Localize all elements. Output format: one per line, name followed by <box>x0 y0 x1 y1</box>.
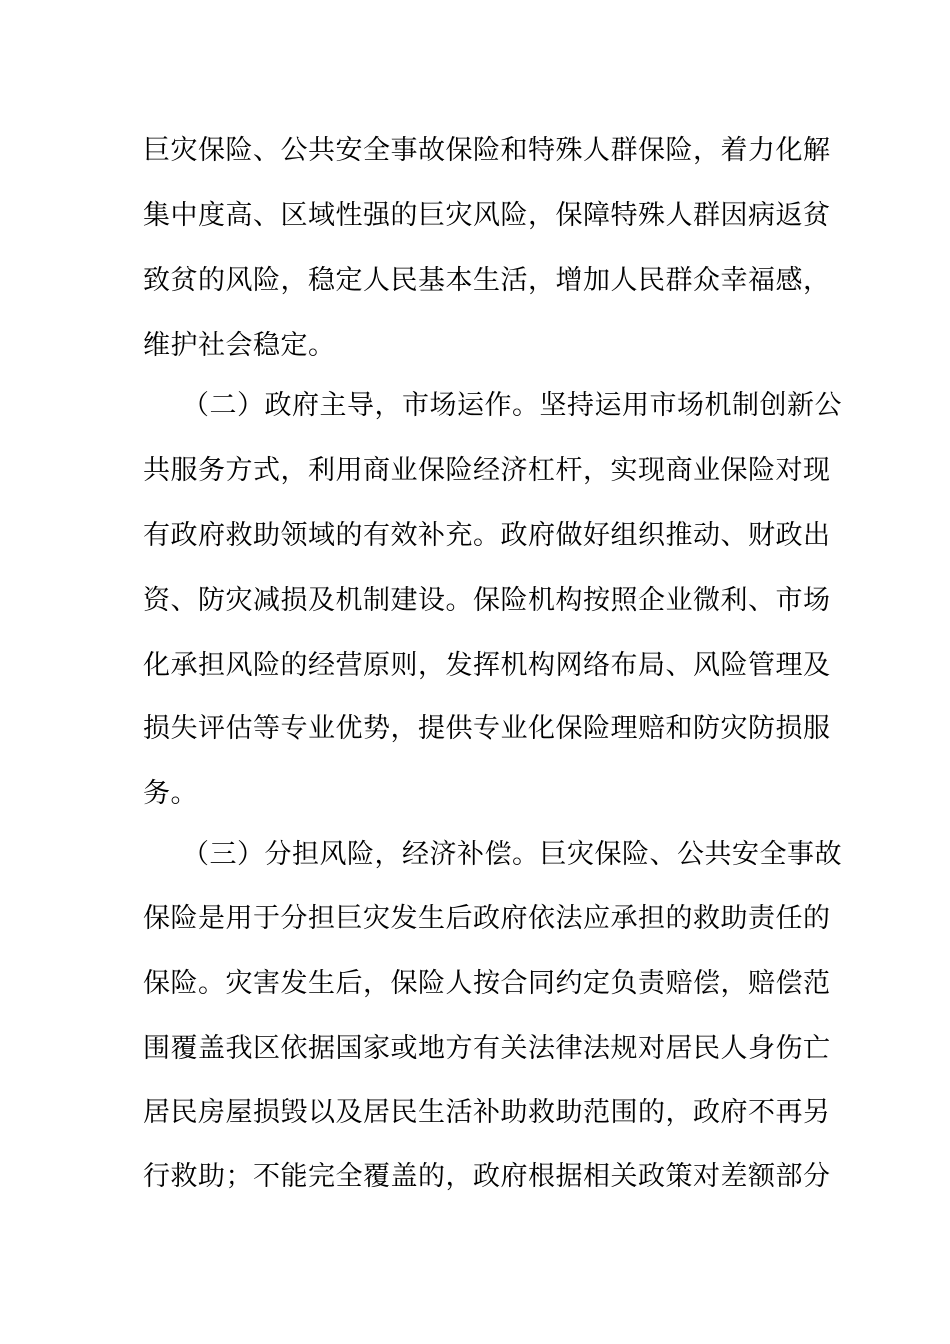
paragraph-line: 保险是用于分担巨灾发生后政府依法应承担的救助责任的 <box>143 903 831 934</box>
paragraph-line: 维护社会稳定。 <box>143 330 336 361</box>
paragraph-line: 围覆盖我区依据国家或地方有关法律法规对居民人身伤亡 <box>143 1033 831 1064</box>
paragraph-line: 资、防灾减损及机制建设。保险机构按照企业微利、市场 <box>143 585 831 616</box>
paragraph-line: 居民房屋损毁以及居民生活补助救助范围的，政府不再另 <box>143 1097 831 1128</box>
paragraph-line: 集中度高、区域性强的巨灾风险，保障特殊人群因病返贫 <box>143 200 831 231</box>
paragraph-line: 损失评估等专业优势，提供专业化保险理赔和防灾防损服 <box>143 713 831 744</box>
paragraph-line: （二）政府主导，市场运作。坚持运用市场机制创新公 <box>182 390 842 421</box>
paragraph-line: 有政府救助领域的有效补充。政府做好组织推动、财政出 <box>143 520 831 551</box>
paragraph-line: 共服务方式，利用商业保险经济杠杆，实现商业保险对现 <box>143 455 831 486</box>
paragraph-line: 务。 <box>143 778 198 809</box>
paragraph-line: （三）分担风险，经济补偿。巨灾保险、公共安全事故 <box>182 839 842 870</box>
paragraph-line: 行救助；不能完全覆盖的，政府根据相关政策对差额部分 <box>143 1161 831 1192</box>
paragraph-line: 致贫的风险，稳定人民基本生活，增加人民群众幸福感， <box>143 265 831 296</box>
paragraph-line: 保险。灾害发生后，保险人按合同约定负责赔偿，赔偿范 <box>143 968 831 999</box>
paragraph-line: 巨灾保险、公共安全事故保险和特殊人群保险，着力化解 <box>143 135 831 166</box>
paragraph-line: 化承担风险的经营原则，发挥机构网络布局、风险管理及 <box>143 650 831 681</box>
